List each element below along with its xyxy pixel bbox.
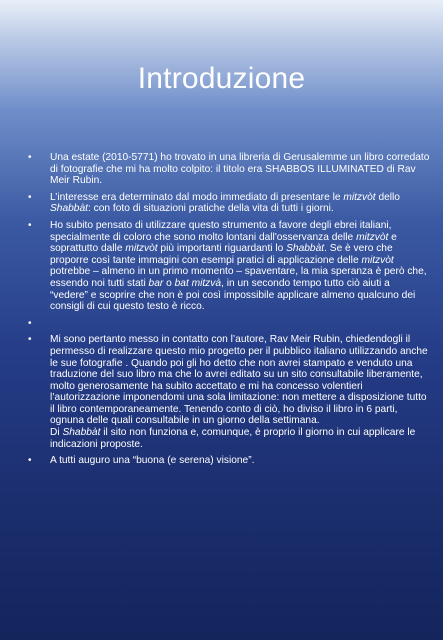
bullet-list	[28, 152, 430, 472]
text-segment: : con foto di situazioni pratiche della vita di tutti i giorni.	[87, 203, 334, 215]
text-segment: o	[163, 277, 175, 289]
text-segment: e soprattutto dalle	[50, 231, 397, 255]
text-segment: più importanti riguardanti lo	[157, 243, 287, 255]
text-segment: , in un secondo tempo tutto ciò aiuti a “vedere” e scoprire che non è poi così impossibile applicare almeno qualcuno dei consigli di cui questo testo è ricco.	[50, 277, 416, 313]
bullet-icon: •	[28, 219, 32, 231]
text-segment: Ho subito pensato di utilizzare questo strumento a favore degli ebrei italiani, specialmente di coloro che sono molto lontani dall'osservanza delle	[50, 219, 392, 243]
italic-term: mitzvòt	[356, 231, 389, 243]
bullet-icon: •	[28, 317, 32, 329]
bullet-item	[28, 318, 430, 330]
bullet-text	[50, 455, 430, 467]
text-segment: potrebbe – almeno in un primo momento – spaventare, la mia speranza è però che, essendo noi tutti stati	[50, 266, 427, 289]
italic-term: bar	[148, 277, 164, 289]
text-segment: Mi sono pertanto messo in contatto con l’autore, Rav Meir Rubin, chiedendogli il permesso di realizzare questo mio progetto per il pubblico italiano utilizzando anche le sue fotografie . Quando poi gli ho detto che non avrei stampato e venduto una traduzione del suo libro ma che lo avrei editato su un sito consultabile liberamente, molto generosamente ha subito accettato e mi ha concesso volentieri l’autorizzazione imponendomi una sola limitazione: non mettere a disposizione tutto il libro contemporaneamente. Tenendo conto di ciò, ho diviso il libro in 6 parti, ognuna delle quali consultabile in un giorno della settimana.	[50, 334, 428, 427]
text-segment: Di	[50, 427, 63, 439]
text-segment: A tutti auguro una “buona (e serena) visione”.	[50, 455, 255, 467]
text-segment: il sito non funziona e, comunque, è proprio il giorno in cui applicare le indicazioni proposte.	[50, 427, 416, 450]
italic-term: mitzvòt	[361, 254, 394, 266]
bullet-icon: •	[28, 152, 32, 163]
bullet-text	[50, 192, 430, 215]
bullet-item	[28, 220, 430, 313]
bullet-icon: •	[28, 191, 32, 203]
bullet-text	[50, 220, 430, 313]
bullet-icon: •	[28, 334, 32, 346]
bullet-text	[50, 318, 430, 330]
bullet-text-continuation	[50, 427, 430, 450]
bullet-item	[28, 192, 430, 215]
bullet-icon: •	[28, 455, 32, 467]
bullet-item	[28, 152, 430, 187]
italic-term: bat mitzvà	[174, 277, 222, 289]
italic-term: mitzvòt	[125, 243, 158, 255]
text-segment: L’interesse era determinato dal modo immediato di presentare le	[50, 191, 344, 203]
italic-term: mitzvòt	[343, 191, 376, 203]
text-segment: dello	[375, 191, 400, 203]
italic-term: Shabbàt	[62, 427, 101, 439]
page-title: Introduzione	[137, 62, 306, 95]
bullet-text	[50, 334, 430, 427]
text-segment: Una estate (2010-5771) ho trovato in una libreria di Gerusalemme un libro corredato di fotografie che mi ha molto colpito: il titolo era SHABBOS ILLUMINATED di Rav Meir Rubin.	[50, 152, 430, 187]
italic-term: Shabbàt	[286, 243, 325, 255]
bullet-text	[50, 152, 430, 187]
bullet-item	[28, 455, 430, 467]
text-segment: . Se è vero che proporre così tante immagini con esempi pratici di applicazione delle	[50, 243, 393, 266]
italic-term: Shabbàt	[50, 203, 88, 215]
bullet-item	[28, 334, 430, 450]
